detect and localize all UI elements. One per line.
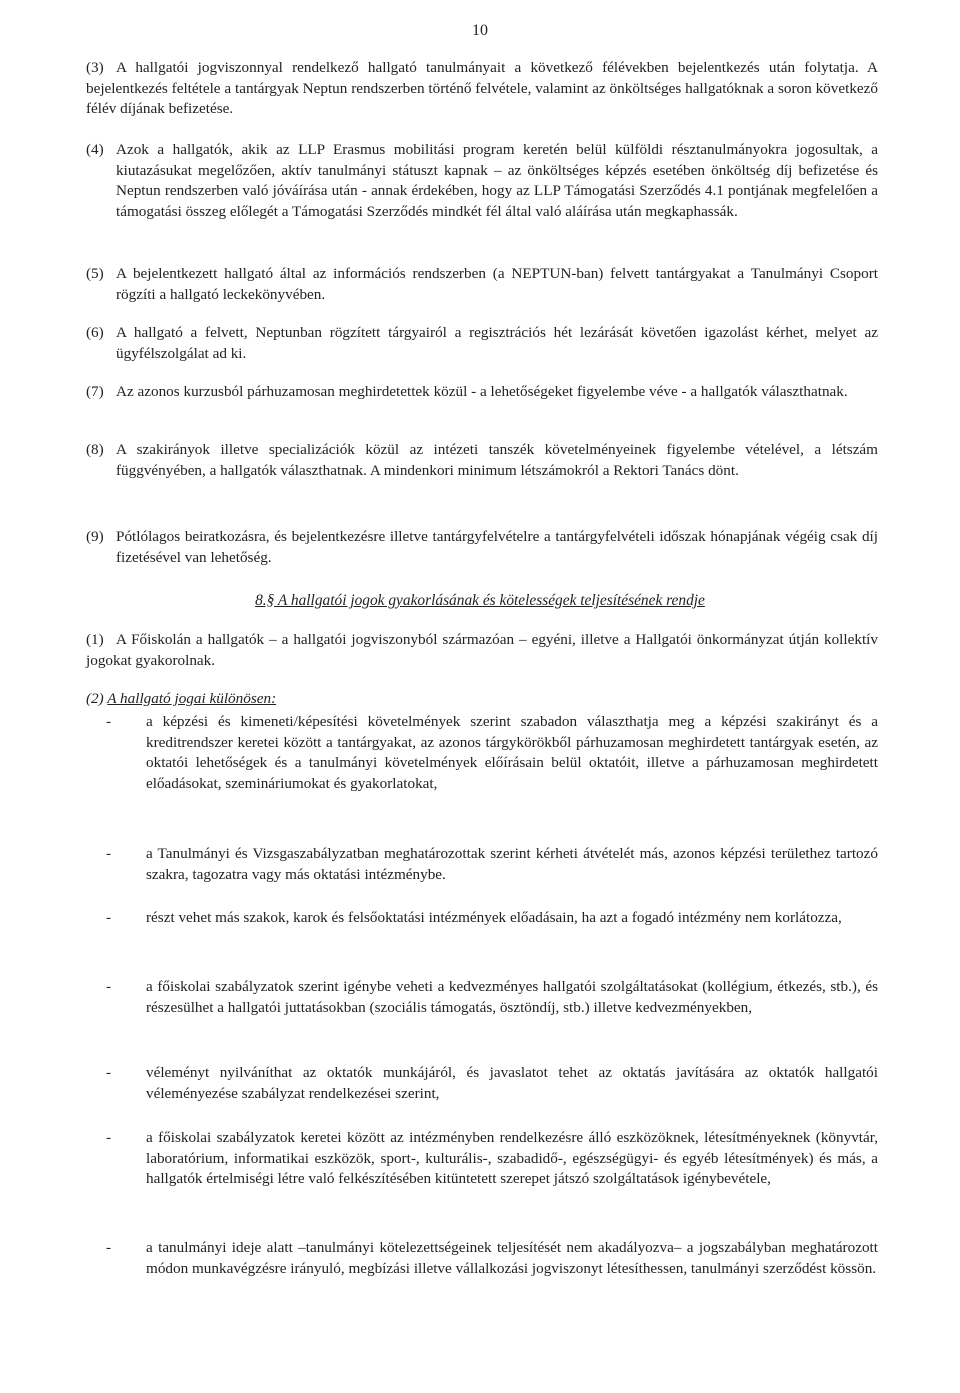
paragraph-text: A hallgató a felvett, Neptunban rögzített tárgyairól a regisztrációs hét lezárását követően igazolást kérhet, melyet az ügyfélszolgálat ad ki. <box>116 324 878 362</box>
list-item-text: a főiskolai szabályzatok keretei között az intézményben rendelkezésre álló eszközöknek, létesítményeknek (könyvtár, laboratórium, informatikai eszközök, sport-, kulturális-, szabadidő-, egészségügyi- és egyéb létesítmények) és más, a hallgatók értelmiségi létre való felkészítésében kitüntetett szerepet játszó szolgáltatások igénybevétele, <box>146 1129 878 1187</box>
paragraph-number: (7) <box>86 383 104 400</box>
list-item <box>106 844 878 885</box>
dash-marker: - <box>106 978 112 995</box>
dash-marker: - <box>106 1129 112 1146</box>
paragraph-number: (9) <box>86 528 104 545</box>
list-item-text: a Tanulmányi és Vizsgaszabályzatban meghatározottak szerint kérheti átvételét más, azonos képzési területhez tartozó szakra, tagozatra vagy más oktatási intézménybe. <box>146 845 878 883</box>
dash-marker: - <box>106 909 112 926</box>
paragraph-number: (1) <box>86 631 104 648</box>
paragraph-text: Azok a hallgatók, akik az LLP Erasmus mobilitási program keretén belül külföldi résztanulmányokra jogosultak, a kiutazásukat megelőzően, aktív tanulmányi státuszt kapnak – az önköltséges képzés esetében önköltség díj befizetése és Neptun rendszerben való jóváírása után - annak érdekében, hogy az LLP Támogatási Szerződés 4.1 pontjának megfelelően a támogatási összeg előlegét a Támogatási Szerződés mindkét fél által való aláírása után megkaphassák. <box>116 141 878 220</box>
paragraph-text: A Főiskolán a hallgatók – a hallgatói jogviszonyból származóan – egyéni, illetve a Hallgatói önkormányzat útján kollektív jogokat gyakorolnak. <box>86 631 878 669</box>
paragraph-number: (4) <box>86 141 104 158</box>
paragraph-number: (6) <box>86 324 104 341</box>
paragraph-text: Az azonos kurzusból párhuzamosan meghirdetettek közül - a lehetőségeket figyelembe véve - a hallgatók választhatnak. <box>116 383 848 400</box>
dash-marker: - <box>106 1064 112 1081</box>
dash-marker: - <box>106 1239 112 1256</box>
list-item-text: a főiskolai szabályzatok szerint igénybe veheti a kedvezményes hallgatói szolgáltatásokat (kollégium, étkezés, stb.), és részesülhet a hallgatói juttatásokban (szociális támogatás, ösztöndíj, stb.) illetve kedvezményekben, <box>146 978 878 1016</box>
list-item-text: a képzési és kimeneti/képesítési követelmények szerint szabadon választhatja meg a képzési szakirányt és a kreditrendszer keretei között a tantárgyakat, az azonos tárgykörökből párhuzamosan meghirdetett tantárgyak esetén, az oktatói lehetőségek és a tanulmányi követelmények előírásain belül oktatóit, illetve a párhuzamosan meghirdetett előadásokat, szemináriumokat és gyakorlatokat, <box>146 713 878 792</box>
page-number: 10 <box>472 22 488 39</box>
list-item-text: részt vehet más szakok, karok és felsőoktatási intézmények előadásain, ha azt a fogadó intézmény nem korlátozza, <box>146 909 842 926</box>
paragraph-5 <box>86 264 878 305</box>
dash-marker: - <box>106 845 112 862</box>
rights-heading <box>86 690 276 708</box>
paragraph-text: Pótlólagos beiratkozásra, és bejelentkezésre illetve tantárgyfelvételre a tantárgyfelvételi időszak hónapjának végéig csak díj fizetésével van lehetőség. <box>116 528 878 566</box>
list-item <box>106 1128 878 1190</box>
paragraph-4 <box>86 140 878 222</box>
paragraph-8 <box>86 440 878 481</box>
list-item <box>106 908 878 929</box>
list-item <box>106 1238 878 1279</box>
list-item-text: véleményt nyilváníthat az oktatók munkájáról, és javaslatot tehet az oktatás javítására az oktatók hallgatói véleményezése szabályzat rendelkezései szerint, <box>146 1064 878 1102</box>
paragraph-3 <box>86 58 878 120</box>
paragraph-text: A szakirányok illetve specializációk közül az intézeti tanszék követelményeinek figyelembe vételével, a létszám függvényében, a hallgatók választhatnak. A mindenkori minimum létszámokról a Rektori Tanács dönt. <box>116 441 878 479</box>
paragraph-9 <box>86 527 878 568</box>
paragraph-6 <box>86 323 878 364</box>
list-item <box>106 1063 878 1104</box>
paragraph-7 <box>86 382 878 403</box>
section-title: 8.§ A hallgatói jogok gyakorlásának és kötelességek teljesítésének rendje <box>255 592 705 609</box>
paragraph-text: A bejelentkezett hallgató által az információs rendszerben (a NEPTUN-ban) felvett tantárgyakat a Tanulmányi Csoport rögzíti a hallgató leckekönyvében. <box>116 265 878 303</box>
paragraph-number: (8) <box>86 441 104 458</box>
list-item <box>106 712 878 794</box>
list-item <box>106 977 878 1018</box>
section-paragraph-1 <box>86 630 878 671</box>
paragraph-number: (3) <box>86 59 104 76</box>
dash-marker: - <box>106 713 112 730</box>
paragraph-number: (5) <box>86 265 104 282</box>
rights-heading-text: A hallgató jogai különösen: <box>107 690 277 707</box>
list-item-text: a tanulmányi ideje alatt –tanulmányi kötelezettségeinek teljesítését nem akadályozva– a jogszabályban meghatározott módon munkavégzésre irányuló, megbízási illetve vállalkozási jogviszonyt létesíthessen, tanulmányi szerződést kössön. <box>146 1239 878 1277</box>
paragraph-number: (2) <box>86 690 104 707</box>
paragraph-text: A hallgatói jogviszonnyal rendelkező hallgató tanulmányait a következő félévekben bejelentkezés után folytatja. A bejelentkezés feltétele a tantárgyak Neptun rendszerben történő felvétele, valamint az önköltséges hallgatóknak a soron következő félév díjának befizetése. <box>86 59 878 117</box>
